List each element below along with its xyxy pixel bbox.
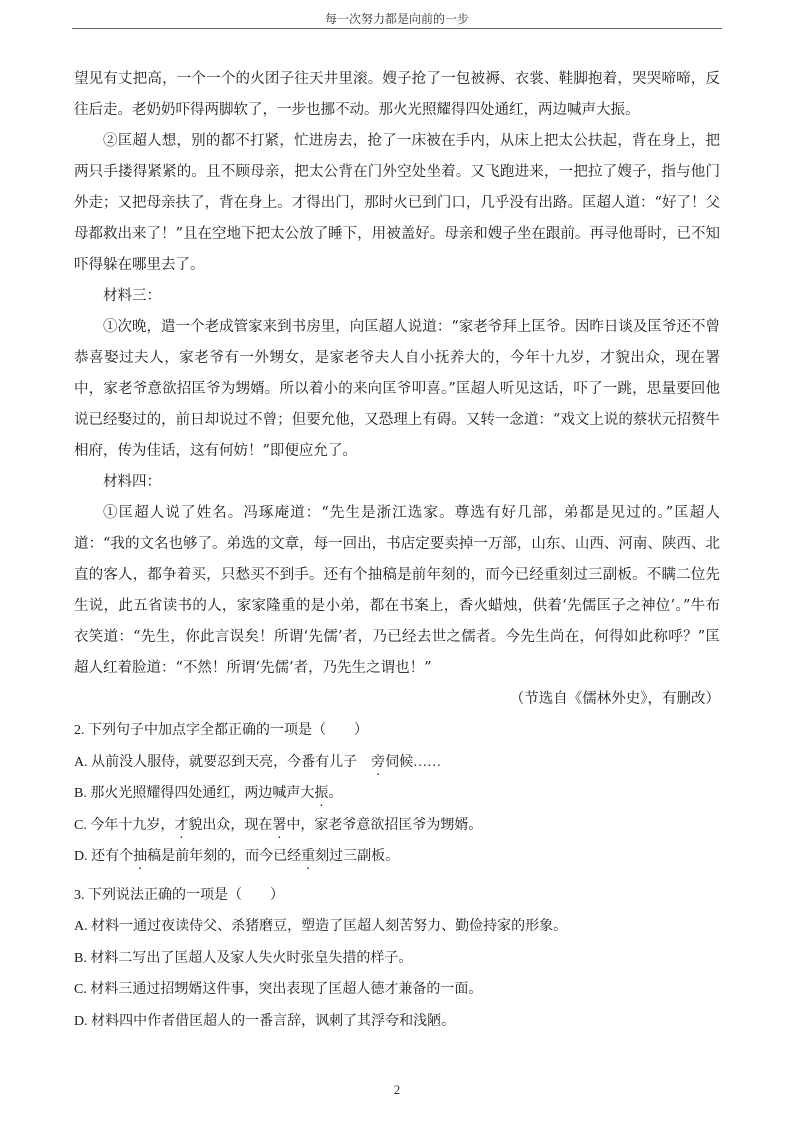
dotted-char: 抽 <box>133 849 148 864</box>
option-label: A. <box>74 754 88 770</box>
material-title: 材料四： <box>103 474 161 490</box>
option-d <box>74 1006 720 1038</box>
option-label: A. <box>74 919 88 934</box>
option-b <box>74 778 720 810</box>
option-text: 从前没人服侍，就要忍到天亮，今番有儿子 <box>87 754 372 770</box>
page-content <box>74 64 720 1037</box>
option-text: 貌出众，现在 <box>188 817 273 833</box>
option-label: B. <box>74 786 87 801</box>
question-2 <box>74 715 720 873</box>
option-a <box>74 911 720 943</box>
option-text: 材料二写出了匡超人及家人失火时张皇失措的样子。 <box>86 950 413 966</box>
dotted-char: 重 <box>301 849 316 864</box>
passage-paragraph: ②匡超人想，别的都不打紧，忙进房去，抢了一床被在手内，从床上把太公扶起，背在身上，把两只手搂得紧紧的。且不顾母亲，把太公背在门外空处坐着。又飞跑进来，一把拉了嫂子，指与他门外走；又把母亲扶了，背在身上。才得出门，那时火已到门口，几乎没有出路。匡超人道：“好了！父母都救出来了！”且在空地下把太公放了睡下，用被盖好。母亲和嫂子坐在跟前。再寻他哥时，已不知吓得躲在哪里去了。 <box>74 133 720 273</box>
option-text: 刻过三副板。 <box>315 849 400 864</box>
option-label: D. <box>74 849 88 864</box>
option-text: 还有个 <box>87 849 134 864</box>
option-text: 材料三通过招甥婿这件事，突出表现了匡超人德才兼备的一面。 <box>86 982 483 997</box>
source-citation: （节选自《儒林外史》，有删改） <box>509 691 720 707</box>
option-c <box>74 810 720 842</box>
option-text: 今年十九岁， <box>86 817 175 833</box>
option-text: 伺候…… <box>385 754 442 770</box>
question-stem: 2. 下列句子中加点字全都正确的一项是（ ） <box>74 723 368 738</box>
passage-paragraph: 望见有丈把高，一个一个的火团子往天井里滚。嫂子抢了一包被褥、衣裳、鞋脚抱着，哭哭啼啼，反往后走。老奶奶吓得两脚软了，一步也挪不动。那火光照耀得四处通红，两边喊声大振。 <box>74 71 720 118</box>
option-label: C. <box>74 817 87 833</box>
material-title: 材料三： <box>103 288 161 304</box>
option-label: C. <box>74 982 87 997</box>
option-text: 材料一通过夜读侍父、杀猪磨豆，塑造了匡超人刻苦努力、勤俭持家的形象。 <box>87 919 568 934</box>
dotted-char: 才 <box>174 817 189 833</box>
question-3 <box>74 880 720 1038</box>
passage-paragraph: ①匡超人说了姓名。冯琢庵道：“先生是浙江选家。尊选有好几部，弟都是见过的。”匡超人道：“我的文名也够了。弟选的文章，每一回出，书店定要卖掉一万部，山东、山西、河南、陕西、北直的客人，都争着买，只愁买不到手。还有个抽稿是前年刻的，而今已经重刻过三副板。不瞒二位先生说，此五省读书的人，家家隆重的是小弟，都在书案上，香火蜡烛，供着‘先儒匡子之神位’。”牛布衣笑道：“先生，你此言误矣！所谓‘先儒’者，乃已经去世之儒者。今先生尚在，何得如此称呼？”匡超人红着脸道：“不然！所谓‘先儒’者，乃先生之谓也！” <box>74 505 720 676</box>
option-text: 稿是前年刻的，而今已经 <box>147 849 302 864</box>
option-text: 材料四中作者借匡超人的一番言辞，讽刺了其浮夸和浅陋。 <box>87 1013 456 1029</box>
question-stem: 3. 下列说法正确的一项是（ ） <box>74 887 284 903</box>
page-header: 每一次努力都是向前的一步 <box>324 12 469 26</box>
option-text: 中，家老爷意欲招匡爷为甥婿。 <box>286 817 483 833</box>
option-text: 。 <box>328 786 343 801</box>
reading-passage <box>74 64 720 715</box>
passage-paragraph: ①次晚，遣一个老成管家来到书房里，向匡超人说道：“家老爷拜上匡爷。因昨日谈及匡爷还不曾恭喜娶过夫人，家老爷有一外甥女，是家老爷夫人自小抚养大的，今年十九岁，才貌出众，现在署中，家老爷意欲招匡爷为甥婿。所以着小的来向匡爷叩喜。”匡超人听见这话，吓了一跳，思量要回他说已经娶过的，前日却说过不曾；但要允他，又恐理上有碍。又转一念道：“戏文上说的蔡状元招赘牛相府，传为佳话，这有何妨！”即便应允了。 <box>74 319 720 459</box>
dotted-char: 署 <box>272 817 287 833</box>
option-label: B. <box>74 950 87 966</box>
dotted-char: 旁 <box>371 754 386 770</box>
page-number: 2 <box>393 1082 401 1097</box>
option-c <box>74 974 720 1006</box>
dotted-char: 振 <box>314 786 329 801</box>
option-d <box>74 841 720 873</box>
option-text: 那火光照耀得四处通红，两边喊声大 <box>86 786 315 801</box>
option-b <box>74 943 720 975</box>
header-divider <box>72 28 722 29</box>
option-label: D. <box>74 1013 88 1029</box>
option-a <box>74 747 720 779</box>
